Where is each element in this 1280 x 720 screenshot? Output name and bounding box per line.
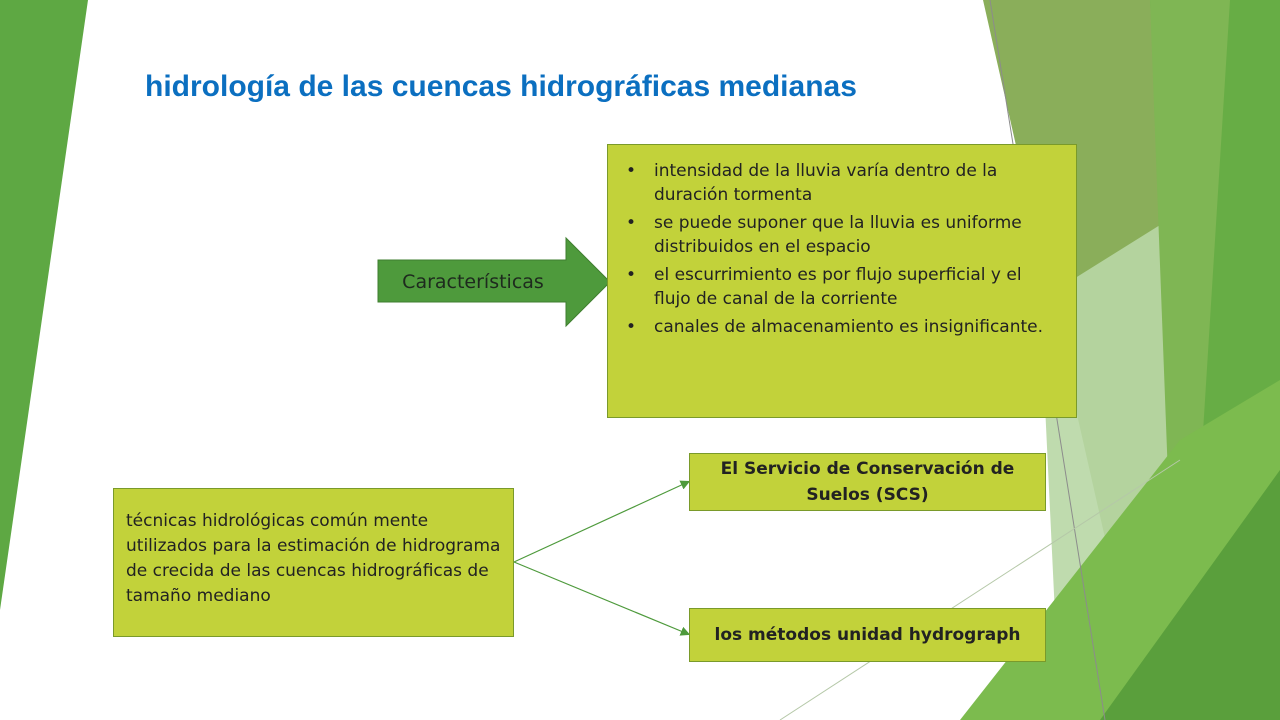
- list-item: • intensidad de la lluvia varía dentro de la duración tormenta: [654, 159, 1056, 207]
- page-title: hidrología de las cuencas hidrográficas medianas: [145, 70, 857, 103]
- characteristics-box: [607, 144, 1077, 418]
- list-item: • canales de almacenamiento es insignificante.: [654, 315, 1056, 339]
- scs-method-box: [689, 453, 1046, 511]
- list-item: • se puede suponer que la lluvia es uniforme distribuidos en el espacio: [654, 211, 1056, 259]
- left-green-band: [0, 0, 88, 610]
- techniques-box: técnicas hidrológicas común mente utilizados para la estimación de hidrograma de crecida de las cuencas hidrográficas de tamaño mediano: [113, 488, 514, 637]
- characteristics-list: [622, 159, 1056, 339]
- unit-hydrograph-label: los métodos unidad hydrograph: [714, 625, 1021, 645]
- arrow-label: Características: [402, 271, 544, 293]
- list-item: • el escurrimiento es por flujo superficial y el flujo de canal de la corriente: [654, 263, 1056, 311]
- unit-hydrograph-box: [689, 608, 1046, 662]
- scs-method-label: El Servicio de Conservación de Suelos (SCS): [720, 459, 1015, 505]
